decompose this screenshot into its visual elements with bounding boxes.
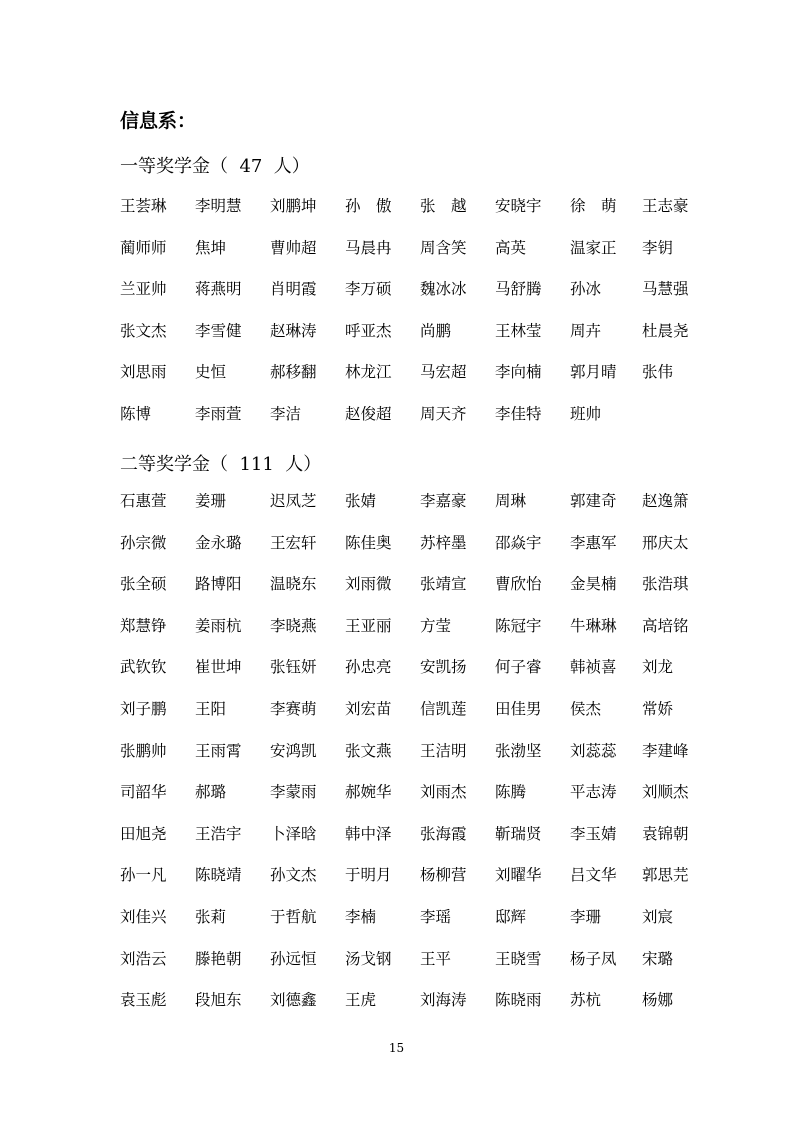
- student-name: 周含笑: [420, 238, 467, 257]
- student-name: 赵琳涛: [270, 321, 317, 340]
- student-name: 刘德鑫: [270, 991, 317, 1010]
- name-row: [120, 907, 720, 949]
- student-name: 王平: [420, 949, 452, 968]
- name-row: [120, 824, 720, 866]
- name-row: [120, 741, 720, 783]
- student-name: 赵逸箫: [642, 492, 689, 510]
- student-name: 陈冠宇: [495, 616, 542, 635]
- student-name: 靳瑞贤: [495, 824, 542, 843]
- name-row: [120, 279, 720, 321]
- student-name: 温晓东: [270, 575, 317, 594]
- student-name: 孙文杰: [270, 866, 317, 885]
- name-row: [120, 616, 720, 658]
- student-name: 信凯莲: [420, 699, 467, 718]
- name-row: [120, 491, 720, 533]
- student-name: 王晓雪: [495, 949, 542, 968]
- student-name: 李钥: [642, 238, 674, 257]
- student-name: 平志涛: [570, 783, 617, 802]
- student-name: 路博阳: [195, 575, 242, 594]
- student-name: 王洁明: [420, 741, 467, 760]
- student-name: 牛琳琳: [570, 616, 617, 635]
- student-name: 李楠: [345, 907, 377, 926]
- student-name: 安鸿凯: [270, 741, 317, 760]
- student-name: 孙一凡: [120, 866, 167, 885]
- page-number: 15: [388, 1041, 405, 1055]
- student-name: 周卉: [570, 321, 602, 340]
- student-name: 金昊楠: [570, 575, 617, 594]
- student-name: 王荟琳: [120, 197, 167, 215]
- student-name: 李玉婧: [570, 824, 617, 843]
- student-name: 韩祯喜: [570, 658, 617, 677]
- student-name: 张文杰: [120, 321, 167, 340]
- student-name: 张 越: [420, 197, 467, 215]
- student-name: 赵俊超: [345, 404, 392, 423]
- student-name: 杨娜: [642, 991, 674, 1010]
- student-name: 姜雨杭: [195, 616, 242, 635]
- student-name: 李雨萱: [195, 404, 242, 423]
- student-name: 安晓宇: [495, 197, 542, 215]
- name-row: [120, 949, 720, 991]
- student-name: 张海霞: [420, 824, 467, 843]
- student-name: 安凯扬: [420, 658, 467, 677]
- student-name: 高英: [495, 238, 527, 257]
- student-name: 徐 萌: [570, 197, 617, 215]
- name-row: [120, 362, 720, 404]
- student-name: 刘宸: [642, 907, 674, 926]
- student-name: 周天齐: [420, 404, 467, 423]
- department-heading: 信息系：: [120, 110, 197, 132]
- name-row: [120, 238, 720, 280]
- student-name: 于明月: [345, 866, 392, 885]
- student-name: 王虎: [345, 991, 377, 1010]
- student-name: 马晨冉: [345, 238, 392, 257]
- student-name: 曹欣怡: [495, 575, 542, 594]
- student-name: 郝璐: [195, 783, 227, 802]
- student-name: 孙 傲: [345, 197, 392, 215]
- student-name: 卜泽晗: [270, 824, 317, 843]
- student-name: 李晓燕: [270, 616, 317, 635]
- student-name: 蒋燕明: [195, 280, 242, 299]
- student-name: 金永璐: [195, 533, 242, 552]
- student-name: 郭建奇: [570, 492, 617, 510]
- student-name: 马慧强: [642, 280, 689, 299]
- student-name: 田佳男: [495, 699, 542, 718]
- student-name: 温家正: [570, 238, 617, 257]
- student-name: 曹帅超: [270, 238, 317, 257]
- student-name: 田旭尧: [120, 824, 167, 843]
- student-name: 孙宗微: [120, 533, 167, 552]
- student-name: 张钰妍: [270, 658, 317, 677]
- name-row: [120, 699, 720, 741]
- student-name: 陈晓靖: [195, 866, 242, 885]
- name-row: [120, 574, 720, 616]
- student-name: 李赛萌: [270, 699, 317, 718]
- student-name: 尚鹏: [420, 321, 452, 340]
- student-name: 王浩宇: [195, 824, 242, 843]
- student-name: 李佳特: [495, 404, 542, 423]
- student-name: 刘鹏坤: [270, 197, 317, 215]
- student-name: 迟凤芝: [270, 492, 317, 510]
- student-name: 马舒腾: [495, 280, 542, 299]
- student-name: 李惠军: [570, 533, 617, 552]
- student-name: 邸辉: [495, 907, 527, 926]
- student-name: 魏冰冰: [420, 280, 467, 299]
- student-name: 郭月晴: [570, 363, 617, 382]
- student-name: 张文燕: [345, 741, 392, 760]
- student-name: 刘宏苗: [345, 699, 392, 718]
- student-name: 张浩琪: [642, 575, 689, 594]
- section-heading-first-prize: 一等奖学金（ 47 人）: [120, 156, 310, 177]
- student-name: 滕艳朝: [195, 949, 242, 968]
- student-name: 陈佳奥: [345, 533, 392, 552]
- second-prize-name-grid: [120, 491, 720, 1032]
- student-name: 陈腾: [495, 783, 527, 802]
- student-name: 李明慧: [195, 197, 242, 215]
- student-name: 石惠萱: [120, 492, 167, 510]
- student-name: 焦坤: [195, 238, 227, 257]
- student-name: 邵焱宇: [495, 533, 542, 552]
- student-name: 孙忠亮: [345, 658, 392, 677]
- student-name: 班帅: [570, 404, 602, 423]
- student-name: 张婧: [345, 492, 377, 510]
- name-row: [120, 533, 720, 575]
- student-name: 李洁: [270, 404, 302, 423]
- student-name: 杨柳营: [420, 866, 467, 885]
- student-name: 孙远恒: [270, 949, 317, 968]
- student-name: 周琳: [495, 492, 527, 510]
- student-name: 侯杰: [570, 699, 602, 718]
- name-row: [120, 865, 720, 907]
- student-name: 李嘉豪: [420, 492, 467, 510]
- student-name: 袁锦朝: [642, 824, 689, 843]
- student-name: 兰亚帅: [120, 280, 167, 299]
- student-name: 张莉: [195, 907, 227, 926]
- student-name: 司韶华: [120, 783, 167, 802]
- student-name: 刘海涛: [420, 991, 467, 1010]
- student-name: 刘思雨: [120, 363, 167, 382]
- name-row: [120, 196, 720, 238]
- student-name: 王亚丽: [345, 616, 392, 635]
- student-name: 吕文华: [570, 866, 617, 885]
- student-name: 郝移翻: [270, 363, 317, 382]
- student-name: 郝婉华: [345, 783, 392, 802]
- student-name: 宋璐: [642, 949, 674, 968]
- student-name: 马宏超: [420, 363, 467, 382]
- student-name: 方莹: [420, 616, 452, 635]
- student-name: 张渤坚: [495, 741, 542, 760]
- student-name: 史恒: [195, 363, 227, 382]
- student-name: 刘佳兴: [120, 907, 167, 926]
- student-name: 肖明霞: [270, 280, 317, 299]
- student-name: 张伟: [642, 363, 674, 382]
- student-name: 李瑶: [420, 907, 452, 926]
- first-prize-name-grid: [120, 196, 720, 446]
- student-name: 张全硕: [120, 575, 167, 594]
- student-name: 陈博: [120, 404, 152, 423]
- student-name: 苏杭: [570, 991, 602, 1010]
- student-name: 呼亚杰: [345, 321, 392, 340]
- student-name: 杜晨尧: [642, 321, 689, 340]
- student-name: 李建峰: [642, 741, 689, 760]
- student-name: 刘雨杰: [420, 783, 467, 802]
- section-heading-second-prize: 二等奖学金（ 111 人）: [120, 454, 322, 475]
- student-name: 刘龙: [642, 658, 674, 677]
- name-row: [120, 321, 720, 363]
- student-name: 何子睿: [495, 658, 542, 677]
- student-name: 蔺师师: [120, 238, 167, 257]
- student-name: 刘雨微: [345, 575, 392, 594]
- student-name: 林龙江: [345, 363, 392, 382]
- name-row: [120, 990, 720, 1032]
- student-name: 王阳: [195, 699, 227, 718]
- name-row: [120, 782, 720, 824]
- student-name: 常娇: [642, 699, 674, 718]
- student-name: 高培铭: [642, 616, 689, 635]
- student-name: 刘蕊蕊: [570, 741, 617, 760]
- student-name: 李向楠: [495, 363, 542, 382]
- student-name: 张鹏帅: [120, 741, 167, 760]
- student-name: 李万硕: [345, 280, 392, 299]
- student-name: 王林莹: [495, 321, 542, 340]
- student-name: 武钦钦: [120, 658, 167, 677]
- student-name: 王雨霄: [195, 741, 242, 760]
- student-name: 苏梓墨: [420, 533, 467, 552]
- student-name: 刘子鹏: [120, 699, 167, 718]
- student-name: 郭思芫: [642, 866, 689, 885]
- name-row: [120, 657, 720, 699]
- student-name: 郑慧铮: [120, 616, 167, 635]
- student-name: 崔世坤: [195, 658, 242, 677]
- student-name: 刘曜华: [495, 866, 542, 885]
- student-name: 李珊: [570, 907, 602, 926]
- name-row: [120, 404, 720, 446]
- student-name: 韩中泽: [345, 824, 392, 843]
- student-name: 李蒙雨: [270, 783, 317, 802]
- student-name: 王宏轩: [270, 533, 317, 552]
- student-name: 陈晓雨: [495, 991, 542, 1010]
- student-name: 邢庆太: [642, 533, 689, 552]
- student-name: 刘顺杰: [642, 783, 689, 802]
- student-name: 李雪健: [195, 321, 242, 340]
- student-name: 段旭东: [195, 991, 242, 1010]
- student-name: 袁玉彪: [120, 991, 167, 1010]
- student-name: 于哲航: [270, 907, 317, 926]
- student-name: 张靖宣: [420, 575, 467, 594]
- student-name: 孙冰: [570, 280, 602, 299]
- student-name: 王志豪: [642, 197, 689, 215]
- student-name: 杨子凤: [570, 949, 617, 968]
- student-name: 刘浩云: [120, 949, 167, 968]
- student-name: 汤戈钢: [345, 949, 392, 968]
- student-name: 姜珊: [195, 492, 227, 510]
